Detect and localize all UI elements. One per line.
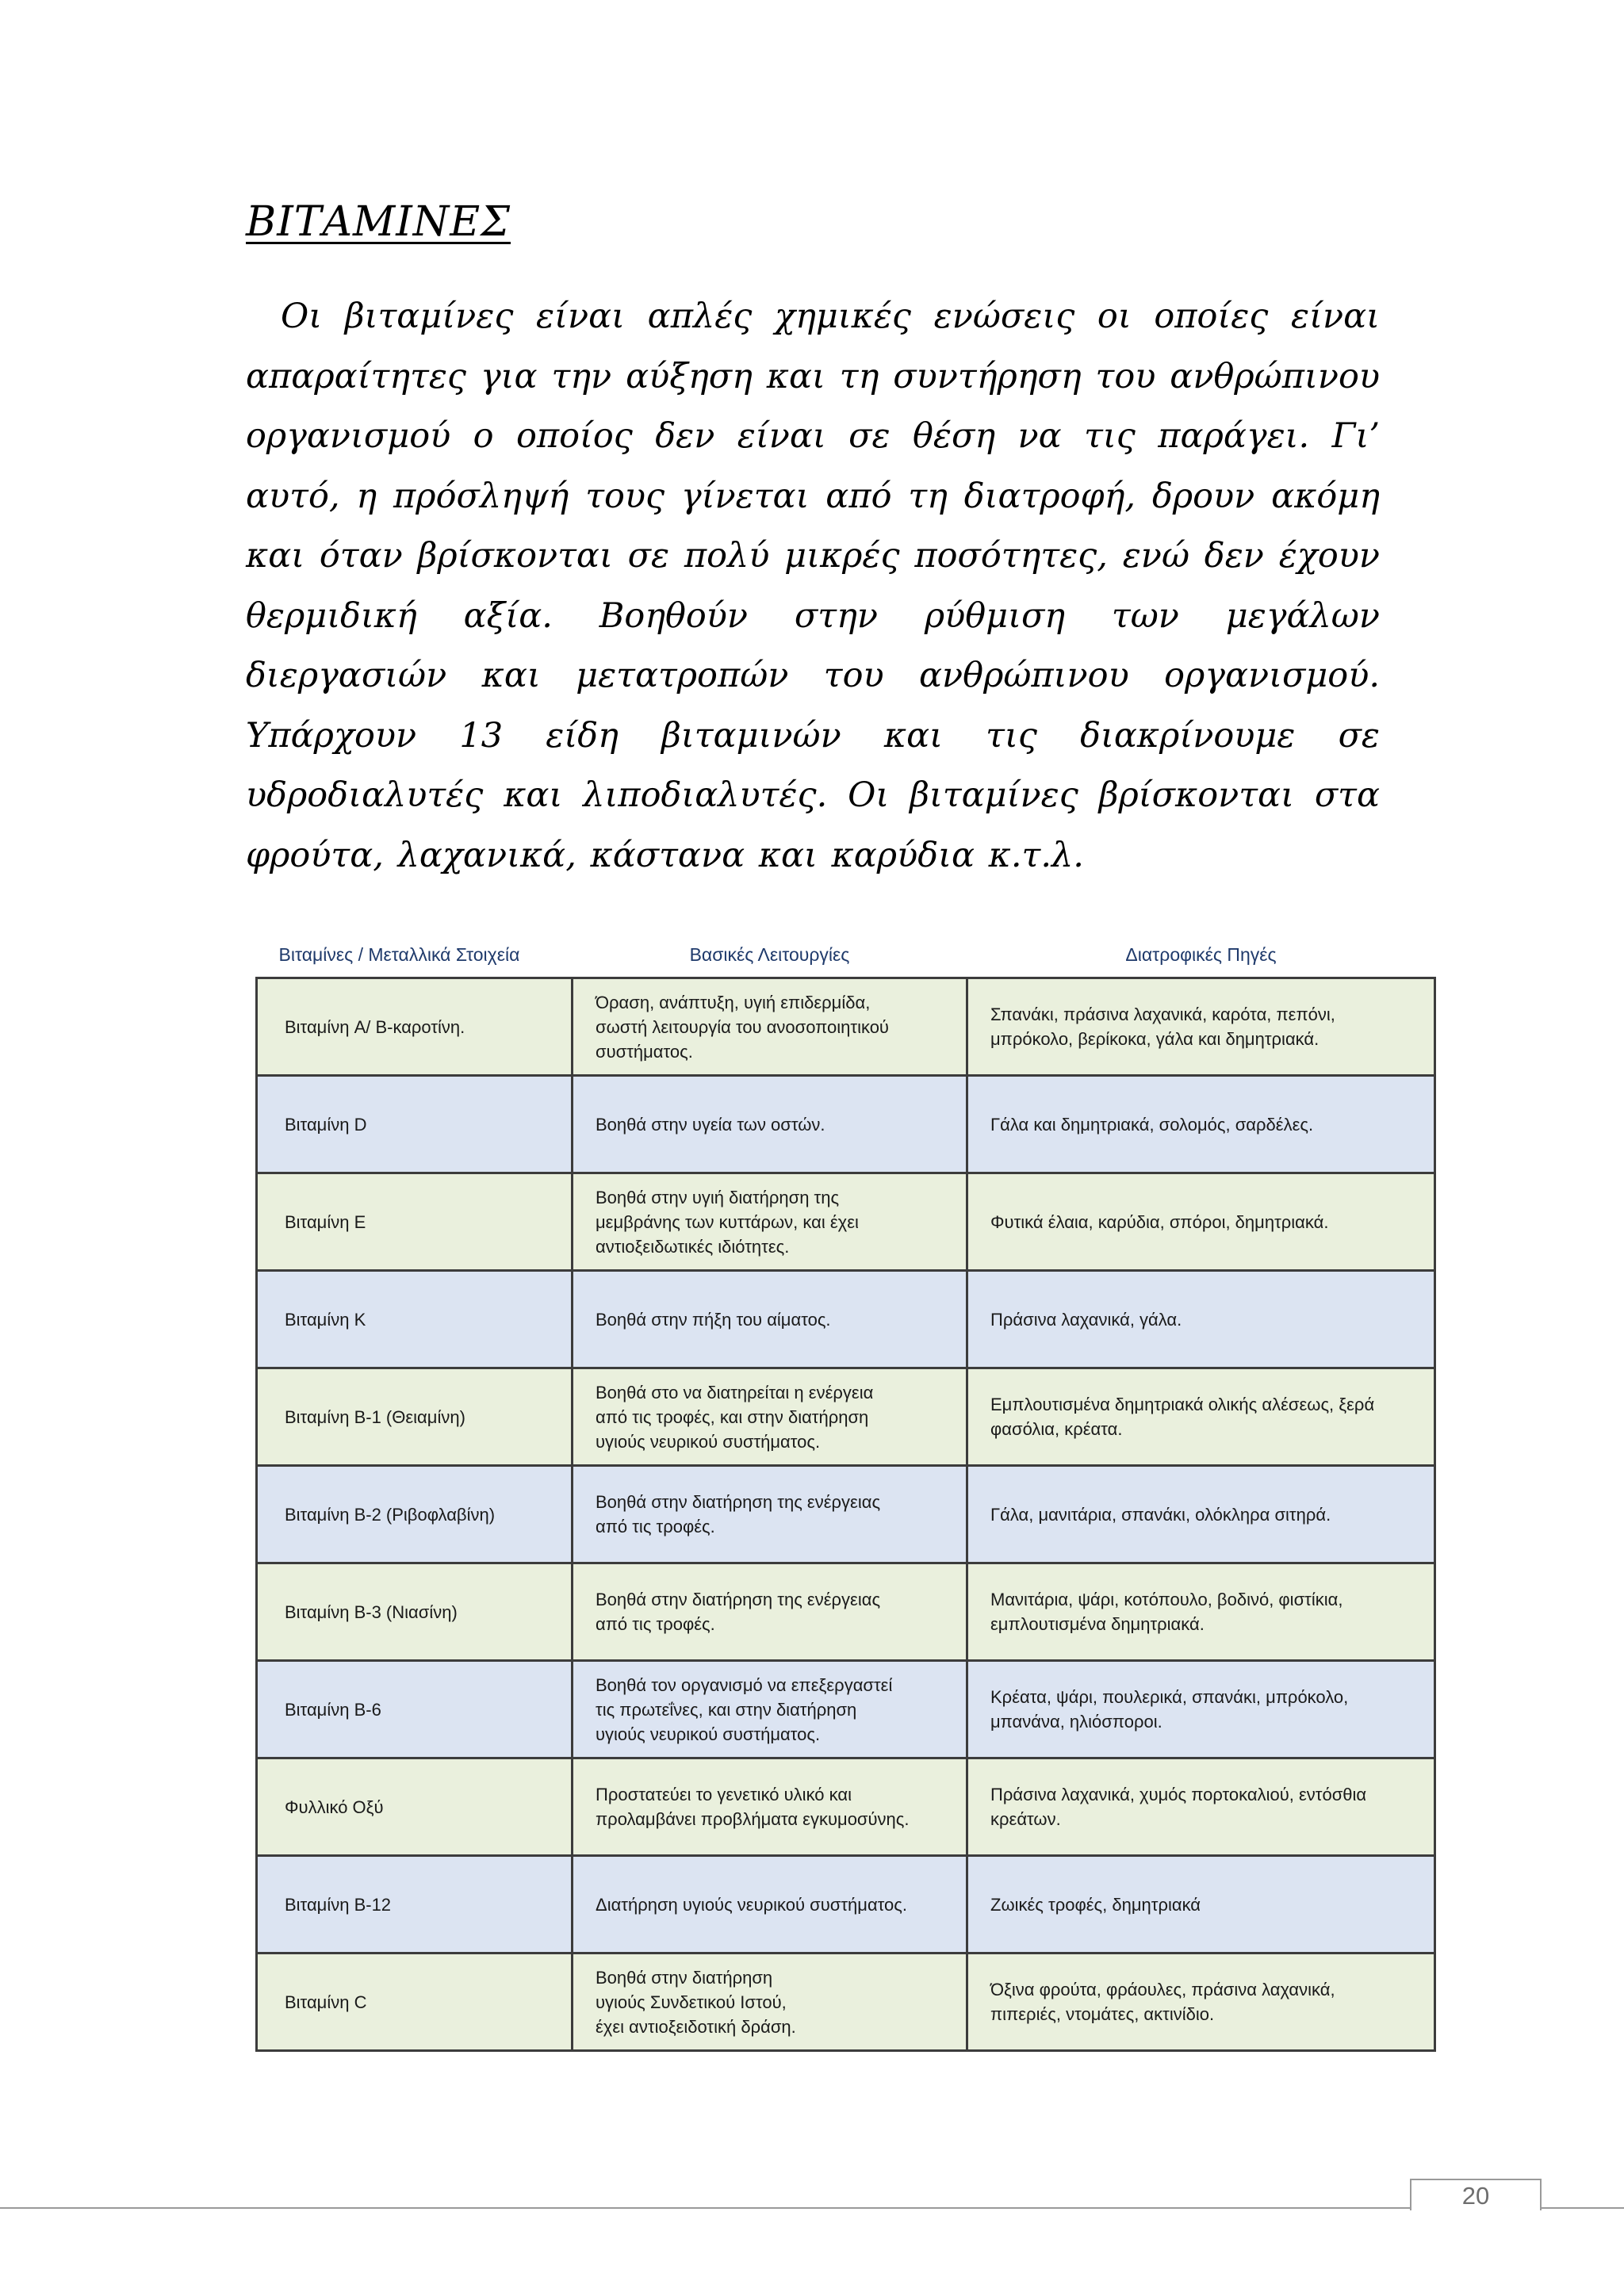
vitamin-function: Βοηθά στην υγιή διατήρηση της μεμβράνης των κυττάρων, και έχει αντιοξειδωτικές ιδιότητες. [573, 1173, 967, 1271]
table-row [257, 1271, 1435, 1368]
vitamin-name: Βιταμίνη Κ [257, 1271, 573, 1368]
vitamin-function: Βοηθά στην διατήρηση υγιούς Συνδετικού Ιστού, έχει αντιοξειδοτική δράση. [573, 1954, 967, 2051]
table-row [257, 1563, 1435, 1661]
vitamin-source: Φυτικά έλαια, καρύδια, σπόροι, δημητριακά. [967, 1173, 1435, 1271]
table-row [257, 1661, 1435, 1758]
table-row [257, 1954, 1435, 2051]
vitamin-name: Βιταμίνη Β-3 (Νιασίνη) [257, 1563, 573, 1661]
intro-paragraph: Οι βιταμίνες είναι απλές χημικές ενώσεις οι οποίες είναι απαραίτητες για την αύξηση και τη συντήρηση του ανθρώπινου οργανισμού ο οποίος δεν είναι σε θέση να τις παράγει. Γι’ αυτό, η πρόσληψή τους γίνεται από τη διατροφή, δρουν ακόμη και όταν βρίσκονται σε πολύ μικρές ποσότητες, ενώ δεν έχουν θερμιδική αξία. Βοηθούν στην ρύθμιση των μεγάλων διεργασιών και μετατροπών του ανθρώπινου οργανισμού. Υπάρχουν 13 είδη βιταμινών και τις διακρίνουμε σε υδροδιαλυτές και λιποδιαλυτές. Οι βιταμίνες βρίσκονται στα φρούτα, λαχανικά, κάστανα και καρύδια κ.τ.λ. [246, 297, 1380, 875]
vitamin-function: Βοηθά στην διατήρηση της ενέργειας από τις τροφές. [573, 1563, 967, 1661]
vitamin-source: Γάλα και δημητριακά, σολομός, σαρδέλες. [967, 1076, 1435, 1173]
vitamin-function: Βοηθά στο να διατηρείται η ενέργεια από τις τροφές, και στην διατήρηση υγιούς νευρικού συστήματος. [573, 1368, 967, 1466]
table-row [257, 978, 1435, 1076]
vitamin-name: Βιταμίνη A/ Β-καροτίνη. [257, 978, 573, 1076]
vitamin-source: Ζωικές τροφές, δημητριακά [967, 1856, 1435, 1954]
vitamin-name: Βιταμίνη C [257, 1954, 573, 2051]
vitamin-name: Βιταμίνη D [257, 1076, 573, 1173]
vitamin-function: Βοηθά στην διατήρηση της ενέργειας από τις τροφές. [573, 1466, 967, 1563]
table-row [257, 1368, 1435, 1466]
vitamin-source: Πράσινα λαχανικά, γάλα. [967, 1271, 1435, 1368]
vitamin-name: Βιταμίνη Β-1 (Θειαμίνη) [257, 1368, 573, 1466]
footer-divider [0, 2207, 1624, 2209]
table-row [257, 1076, 1435, 1173]
vitamin-name: Βιταμίνη Β-2 (Ριβοφλαβίνη) [257, 1466, 573, 1563]
header-vitamins: Βιταμίνες / Μεταλλικά Στοιχεία [257, 932, 573, 978]
header-functions: Βασικές Λειτουργίες [573, 932, 967, 978]
vitamin-source: Κρέατα, ψάρι, πουλερικά, σπανάκι, μπρόκολο, μπανάνα, ηλιόσποροι. [967, 1661, 1435, 1758]
vitamin-function: Βοηθά στην υγεία των οστών. [573, 1076, 967, 1173]
vitamin-function: Προστατεύει το γενετικό υλικό και προλαμβάνει προβλήματα εγκυμοσύνης. [573, 1758, 967, 1856]
vitamin-function: Όραση, ανάπτυξη, υγιή επιδερμίδα, σωστή λειτουργία του ανοσοποιητικού συστήματος. [573, 978, 967, 1076]
vitamin-name: Βιταμίνη Ε [257, 1173, 573, 1271]
vitamin-function: Βοηθά τον οργανισμό να επεξεργαστεί τις πρωτεΐνες, και στην διατήρηση υγιούς νευρικού συστήματος. [573, 1661, 967, 1758]
vitamin-source: Γάλα, μανιτάρια, σπανάκι, ολόκληρα σιτηρά. [967, 1466, 1435, 1563]
table-row [257, 1856, 1435, 1954]
vitamin-function: Διατήρηση υγιούς νευρικού συστήματος. [573, 1856, 967, 1954]
vitamin-source: Όξινα φρούτα, φράουλες, πράσινα λαχανικά, πιπεριές, ντομάτες, ακτινίδιο. [967, 1954, 1435, 2051]
table-header-row [257, 932, 1435, 978]
page-number: 20 [1410, 2179, 1542, 2210]
table-row [257, 1173, 1435, 1271]
vitamin-name: Βιταμίνη Β-12 [257, 1856, 573, 1954]
vitamin-function: Βοηθά στην πήξη του αίματος. [573, 1271, 967, 1368]
table-row [257, 1466, 1435, 1563]
vitamin-source: Σπανάκι, πράσινα λαχανικά, καρότα, πεπόνι, μπρόκολο, βερίκοκα, γάλα και δημητριακά. [967, 978, 1435, 1076]
vitamin-source: Εμπλουτισμένα δημητριακά ολικής αλέσεως, ξερά φασόλια, κρέατα. [967, 1368, 1435, 1466]
vitamin-name: Βιταμίνη Β-6 [257, 1661, 573, 1758]
vitamin-source: Πράσινα λαχανικά, χυμός πορτοκαλιού, εντόσθια κρεάτων. [967, 1758, 1435, 1856]
vitamins-table [255, 932, 1436, 2052]
page-heading: ΒΙΤΑΜΙΝΕΣ [246, 198, 511, 246]
vitamin-name: Φυλλικό Οξύ [257, 1758, 573, 1856]
header-sources: Διατροφικές Πηγές [967, 932, 1435, 978]
table-row [257, 1758, 1435, 1856]
vitamin-source: Μανιτάρια, ψάρι, κοτόπουλο, βοδινό, φιστίκια, εμπλουτισμένα δημητριακά. [967, 1563, 1435, 1661]
